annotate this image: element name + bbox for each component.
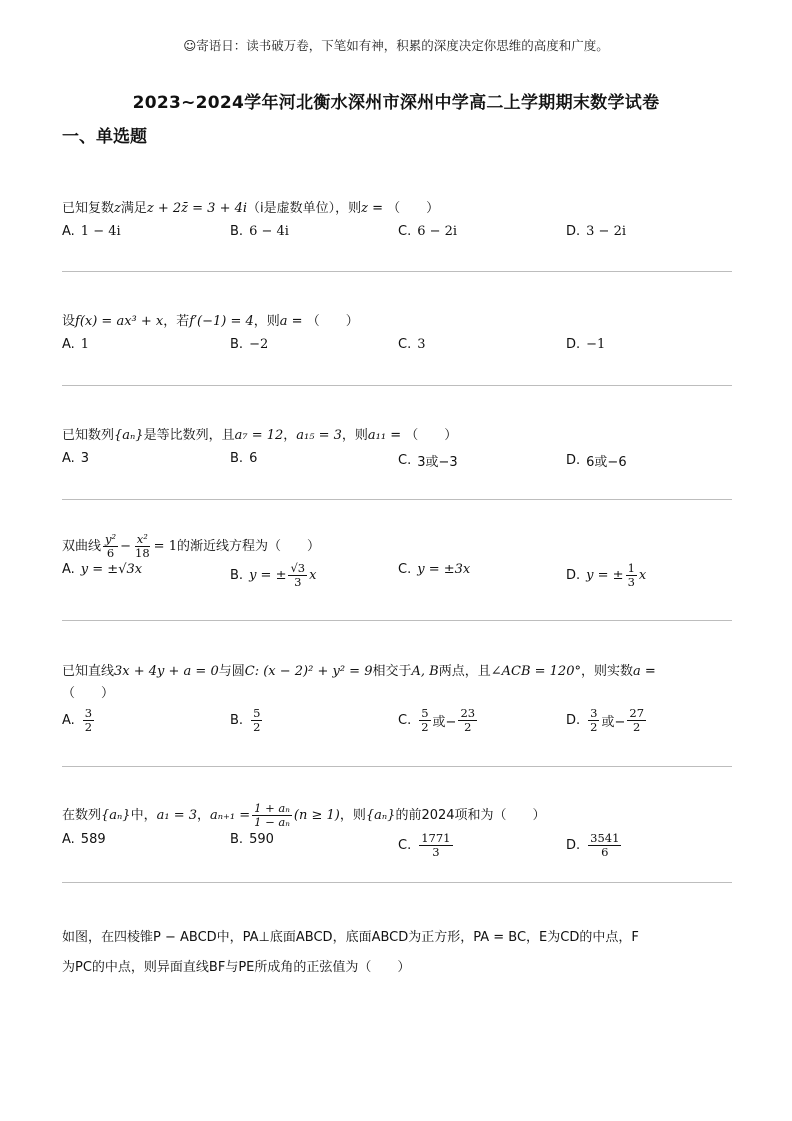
fraction-denominator: 2 [590,720,598,734]
q2-function: f(x) = ax³ + x [75,314,164,329]
q2-derivative: f′(−1) = 4 [189,314,254,329]
option-label: B. [230,832,244,847]
option-fraction [458,707,477,734]
question-4-stem [62,532,732,562]
question-2-options [62,337,732,361]
question-2-stem [62,311,732,333]
question-1 [62,198,732,248]
q2-text-3: ，则 [253,314,280,329]
q5-text-6: = [640,664,656,679]
option-fraction [626,562,637,589]
question-6 [62,800,732,864]
question-2 [62,311,732,361]
question-7-stem-line1: 如图，在四棱锥P − ABCD中，PA⊥底面ABCD，底面ABCD为正方形，PA = BC，E为CD的中点，F [62,930,639,945]
q5-option-b[interactable] [230,707,264,734]
q5-text-3: 相交于 [372,664,412,679]
question-5 [62,661,732,741]
divider [62,385,732,386]
q5-option-d[interactable] [566,707,648,734]
option-label: C. [398,337,412,352]
q4-option-d[interactable] [566,562,646,589]
q2-text-4: = （ ） [287,314,359,329]
option-value: 3 [80,451,90,466]
question-1-stem [62,198,732,220]
q4-y2: y² [105,532,117,546]
option-value: 6 [249,451,258,466]
option-fraction [627,707,646,734]
option-label: C. [398,713,412,728]
q3-text-3: ，则 [341,428,368,443]
option-label: D. [566,568,581,583]
option-value-suffix: x [638,568,647,583]
q3-option-d[interactable] [566,451,627,470]
q2-text-2: ，若 [163,314,190,329]
q2-text-1: 设 [62,314,76,329]
option-value: 6 − 4i [249,224,289,239]
page-title: 2023~2024学年河北衡水深州市深州中学高二上学期期末数学试卷 [132,93,660,113]
q6-comma: ， [196,808,210,823]
q4-eq1: = 1 [153,539,177,554]
fraction-denominator: 3 [294,575,302,589]
question-6-options [62,832,732,864]
option-value: 6 − 2i [417,224,458,239]
q4-minus: − [120,539,132,554]
fraction-denominator: 2 [253,720,261,734]
q6-text-3: ，则 [339,808,366,823]
q1-text-2: 满足 [120,201,147,216]
q6-an1: aₙ₊₁ = [210,808,251,823]
q3-a15: a₁₅ = 3 [296,428,342,443]
option-label: D. [566,337,581,352]
q2-option-a[interactable] [62,337,89,352]
q5-circle: C: (x − 2)² + y² = 9 [244,664,373,679]
option-fraction [419,832,452,859]
fraction-denominator: 3 [432,845,440,859]
option-value-suffix: x [309,568,317,583]
q1-option-d[interactable] [566,224,626,239]
option-value: 590 [249,832,274,847]
divider [62,882,732,883]
q5-points: A, B [411,664,439,679]
q5-text-5: ，则实数 [580,664,633,679]
q1-option-a[interactable] [62,224,121,239]
option-label: C. [398,453,412,468]
q3-option-a[interactable] [62,451,89,466]
q3-text-1: 已知数列 [62,428,115,443]
question-5-options [62,707,732,741]
q5-angle: ∠ACB = 120° [490,664,581,679]
fraction-numerator: 5 [253,706,261,720]
option-label: A. [62,337,75,352]
q5-option-a[interactable] [62,707,96,734]
q5-option-c[interactable] [398,707,479,734]
q2-option-d[interactable] [566,337,605,352]
question-3 [62,425,732,475]
option-label: C. [398,562,412,577]
q6-option-d[interactable] [566,832,623,859]
q1-equation: z + 2z̄ = 3 + 4i [146,201,248,216]
option-fraction [83,707,94,734]
question-4-options [62,562,732,592]
fraction-numerator: 23 [460,706,476,720]
fraction-denominator: 2 [464,720,472,734]
q3-sequence: {aₙ} [114,428,144,443]
q6-sequence: {aₙ} [101,808,131,823]
option-label: B. [230,568,244,583]
fraction-numerator: 3 [84,706,93,720]
fraction-denominator: 3 [627,575,635,589]
q6-option-b[interactable] [230,832,274,847]
q2-var-a: a [279,314,288,329]
option-value: 1 [80,337,90,352]
option-value-prefix: y = ± [249,568,287,583]
option-value-prefix: y = ± [586,568,624,583]
question-5-stem-line2: （ ） [62,686,115,701]
option-fraction [588,707,599,734]
q1-option-b[interactable] [230,224,289,239]
option-label: D. [566,224,581,239]
option-label: C. [398,838,412,853]
q1-option-c[interactable] [398,224,457,239]
option-fraction [288,562,307,589]
fraction-numerator: 1 [627,561,635,575]
option-value: 589 [80,832,106,847]
fraction-denominator: 1 − aₙ [254,815,290,829]
q1-var-z-2: z [361,201,369,216]
option-fraction [419,707,430,734]
q5-var-a: a [633,664,641,679]
q6-option-a[interactable] [62,832,106,847]
fraction-denominator: 6 [601,845,609,859]
q3-option-c[interactable] [398,451,458,470]
q4-x2: x² [136,532,148,546]
option-label: A. [62,713,75,728]
fraction-denominator: 2 [84,720,93,734]
q6-condition: (n ≥ 1) [293,808,340,823]
option-value: −2 [249,337,269,352]
option-value: 3或−3 [417,455,458,470]
q5-text-4: 两点，且 [438,664,491,679]
fraction-numerator: √3 [290,561,306,575]
fraction-numerator: 3 [590,706,598,720]
question-6-stem [62,800,732,832]
option-label: C. [398,224,412,239]
question-4 [62,532,732,592]
fraction-numerator: 1771 [421,831,451,845]
q3-text-4: = （ ） [386,428,458,443]
q1-text-4: = （ ） [368,201,440,216]
q3-option-b[interactable] [230,451,257,466]
question-5-stem [62,661,732,683]
q4-six: 6 [106,546,115,560]
option-fraction [588,832,621,859]
q4-option-c[interactable] [398,562,470,577]
question-7 [62,923,732,983]
question-7-stem-line2: 为PC的中点，则异面直线BF与PE所成角的正弦值为（ ） [62,960,411,975]
q5-text-2: 与圆 [218,664,245,679]
fraction-numerator: 5 [421,706,429,720]
option-value: y = ±√3x [80,562,143,577]
section-heading: 一、单选题 [62,127,147,147]
q6-text-2: 中， [130,808,157,823]
option-label: B. [230,337,244,352]
option-fraction [251,707,262,734]
fraction-denominator: 2 [421,720,429,734]
divider [62,620,732,621]
q4-text-1: 双曲线 [62,539,102,554]
option-label: B. [230,713,244,728]
q4-fraction-x [133,533,152,560]
option-value: 3 − 2i [586,224,627,239]
q4-fraction-y [103,533,118,560]
option-label: B. [230,224,244,239]
option-value: 1 − 4i [80,224,121,239]
q3-text-2: 是等比数列，且 [143,428,235,443]
option-value: −1 [586,337,606,352]
q3-a7: a₇ = 12 [234,428,284,443]
fraction-denominator: 2 [633,720,641,734]
option-label: A. [62,451,75,466]
option-value: 6或−6 [586,455,627,470]
divider [62,271,732,272]
question-3-stem [62,425,732,447]
option-label: D. [566,838,581,853]
option-or: 或− [601,715,626,730]
q1-text-1: 已知复数 [62,201,115,216]
q1-var-z: z [114,201,121,216]
divider [62,499,732,500]
fraction-numerator: 3541 [590,831,620,845]
motto: ☺寄语日：读书破万卷，下笔如有神，积累的深度决定你思维的高度和广度。 [183,38,609,53]
q3-comma: ， [283,428,297,443]
q5-text-1: 已知直线 [62,664,115,679]
option-label: A. [62,562,75,577]
q6-sequence-2: {aₙ} [365,808,396,823]
q2-option-c[interactable] [398,337,426,352]
fraction-numerator: 1 + aₙ [254,801,290,815]
divider [62,766,732,767]
q4-text-2: 的渐近线方程为（ ） [176,539,320,554]
option-label: D. [566,713,581,728]
q2-option-b[interactable] [230,337,268,352]
q5-line: 3x + 4y + a = 0 [114,664,219,679]
q3-a11: a₁₁ [367,428,387,443]
question-1-options [62,224,732,248]
q4-eighteen: 18 [135,546,150,560]
option-label: A. [62,832,75,847]
q4-option-a[interactable] [62,562,142,577]
q6-text-4: 的前2024项和为（ ） [395,808,546,823]
option-or: 或− [432,715,457,730]
q4-option-b[interactable] [230,562,316,589]
question-3-options [62,451,732,475]
option-label: A. [62,224,75,239]
q6-option-c[interactable] [398,832,455,859]
q6-text-1: 在数列 [62,808,102,823]
q6-fraction [252,802,292,829]
option-label: D. [566,453,581,468]
option-value: y = ±3x [417,562,471,577]
option-value: 3 [417,337,426,352]
q6-a1: a₁ = 3 [156,808,197,823]
option-label: B. [230,451,244,466]
q1-text-3: （i是虚数单位），则 [247,201,362,216]
fraction-numerator: 27 [629,706,645,720]
